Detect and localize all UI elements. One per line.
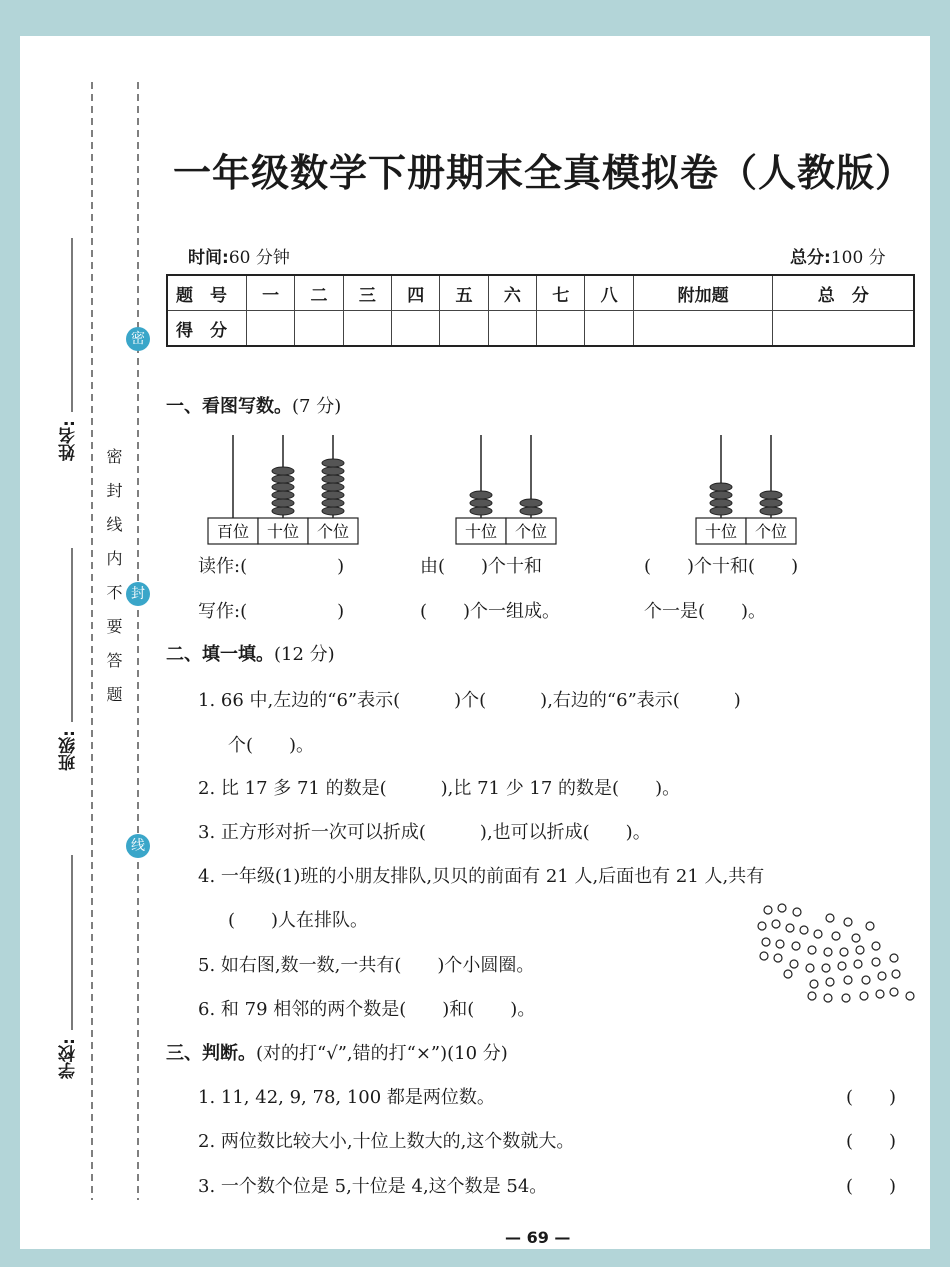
score-cell[interactable] [295,311,343,347]
question-2-4[interactable]: 4. 一年级(1)班的小朋友排队,贝贝的前面有 21 人,后面也有 21 人,共有 [198,866,765,887]
score-cell[interactable] [773,311,914,347]
question-2-1[interactable]: 1. 66 中,左边的“6”表示( )个( ),右边的“6”表示( ) [198,690,741,711]
score-cell[interactable] [585,311,633,347]
header-cell: 一 [247,275,295,311]
time-info: 时间:60 分钟 [188,248,290,268]
header-cell: 八 [585,275,633,311]
seal-feng: 封 [126,582,150,606]
exam-title: 一年级数学下册期末全真模拟卷（人教版） [173,151,915,195]
abacus-bead [272,507,294,515]
seal-notice: 密封线内不要答题 [104,448,123,720]
abacus-bead [322,491,344,499]
judge-item-1: 1. 11, 42, 9, 78, 100 都是两位数。 [198,1087,495,1108]
abacus-bead [322,483,344,491]
abacus-1 [208,435,358,544]
abacus-place-label: 十位 [704,522,738,541]
section2-heading: 二、填一填。(12 分) [166,644,335,665]
header-cell: 题 号 [167,275,247,311]
abacus-bead [272,483,294,491]
seal-xian: 线 [126,834,150,858]
abacus-place-label: 个位 [754,522,788,541]
header-cell: 总 分 [773,275,914,311]
write-as[interactable]: 写作:( ) [198,601,345,622]
score-cell[interactable] [247,311,295,347]
abacus-bead [760,499,782,507]
class-label: 班级: [59,730,79,771]
abacus-bead [470,491,492,499]
row-label: 得 分 [167,311,247,347]
abacus-bead [760,507,782,515]
score-cell[interactable] [392,311,440,347]
question-2-3[interactable]: 3. 正方形对折一次可以折成( ),也可以折成( )。 [198,822,651,843]
header-cell: 四 [392,275,440,311]
abacus-bead [322,475,344,483]
question-2-1-cont[interactable]: 个( )。 [228,735,315,756]
judge-item-2: 2. 两位数比较大小,十位上数大的,这个数就大。 [198,1131,575,1152]
abacus-bead [710,483,732,491]
question-2-2[interactable]: 2. 比 17 多 71 的数是( ),比 71 少 17 的数是( )。 [198,778,681,799]
abacus-bead [322,499,344,507]
name-label: 姓名: [59,420,79,461]
compose-line1[interactable]: 由( )个十和 [420,556,543,577]
abacus-bead [272,499,294,507]
score-cell[interactable] [343,311,391,347]
score-cell[interactable] [488,311,536,347]
answer-bracket-2[interactable]: ( ) [846,1131,897,1152]
seal-mi: 密 [126,327,150,351]
abacus-bead [322,507,344,515]
abacus-2 [456,435,556,544]
abacus-place-label: 十位 [464,522,498,541]
section3-heading: 三、判断。(对的打“√”,错的打“×”)(10 分) [166,1043,508,1064]
abacus-place-label: 百位 [216,522,250,541]
abacus-figures [200,430,840,550]
score-header-row [167,275,914,311]
school-label: 学校: [59,1038,79,1079]
score-value-row [167,311,914,347]
section1-heading: 一、看图写数。(7 分) [166,396,342,417]
page-number: — 69 — [505,1228,571,1247]
abacus-bead [470,507,492,515]
abacus-bead [710,507,732,515]
compose-right1[interactable]: ( )个十和( ) [644,556,799,577]
abacus-bead [272,491,294,499]
header-cell: 七 [537,275,585,311]
total-info: 总分:100 分 [790,248,886,268]
judge-item-3: 3. 一个数个位是 5,十位是 4,这个数是 54。 [198,1176,548,1197]
compose-right2[interactable]: 个一是( )。 [644,601,767,622]
score-cell[interactable] [440,311,488,347]
abacus-place-label: 个位 [316,522,350,541]
question-2-6[interactable]: 6. 和 79 相邻的两个数是( )和( )。 [198,999,536,1020]
header-cell: 六 [488,275,536,311]
abacus-bead [470,499,492,507]
header-cell: 三 [343,275,391,311]
score-cell[interactable] [537,311,585,347]
abacus-place-label: 十位 [266,522,300,541]
header-cell: 二 [295,275,343,311]
header-cell: 附加题 [633,275,773,311]
abacus-bead [322,467,344,475]
abacus-bead [272,475,294,483]
abacus-place-label: 个位 [514,522,548,541]
abacus-bead [520,499,542,507]
read-as[interactable]: 读作:( ) [198,556,345,577]
score-cell[interactable] [633,311,773,347]
question-2-4-cont[interactable]: ( )人在排队。 [228,910,369,931]
question-2-5[interactable]: 5. 如右图,数一数,一共有( )个小圆圈。 [198,955,535,976]
answer-bracket-1[interactable]: ( ) [846,1087,897,1108]
abacus-bead [710,491,732,499]
small-circles-figure [752,900,922,1010]
answer-bracket-3[interactable]: ( ) [846,1176,897,1197]
compose-line2[interactable]: ( )个一组成。 [420,601,561,622]
abacus-3 [696,435,796,544]
abacus-bead [760,491,782,499]
abacus-bead [520,507,542,515]
abacus-bead [710,499,732,507]
header-cell: 五 [440,275,488,311]
score-table [166,274,915,347]
abacus-bead [272,467,294,475]
abacus-bead [322,459,344,467]
